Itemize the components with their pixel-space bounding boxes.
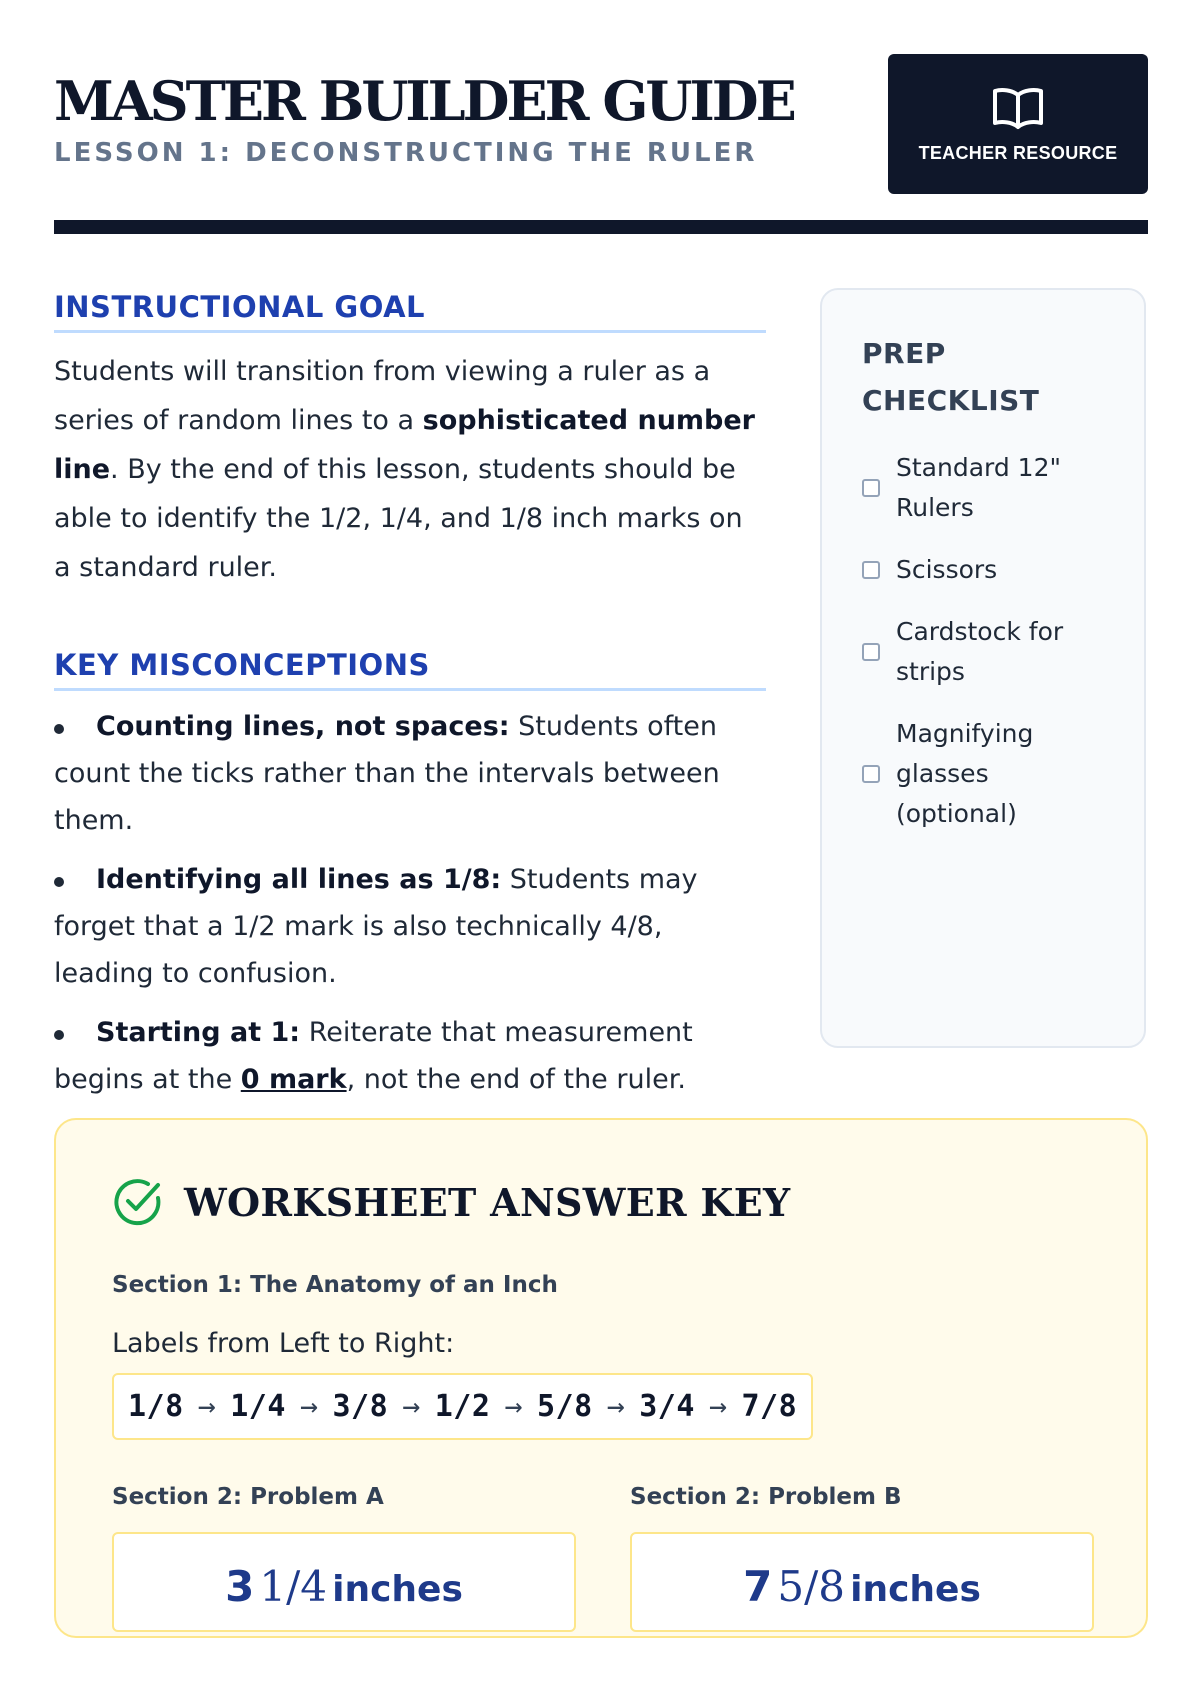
problem-b-answer bbox=[630, 1532, 1094, 1632]
problem-a-label: Section 2: Problem A bbox=[112, 1484, 384, 1510]
misconceptions-section bbox=[54, 648, 766, 1103]
instructional-goal-text bbox=[54, 347, 766, 592]
misconception-title: Counting lines, not spaces: bbox=[96, 711, 510, 742]
header-divider bbox=[54, 220, 1148, 234]
checkbox[interactable] bbox=[862, 479, 880, 497]
sequence-arrow: → bbox=[504, 1389, 523, 1424]
goal-emphasis: sophisticated number line bbox=[54, 405, 755, 485]
sequence-fraction: 5/8 bbox=[537, 1389, 593, 1424]
checkbox[interactable] bbox=[862, 765, 880, 783]
checklist-item-label: Scissors bbox=[896, 555, 998, 584]
checklist-item-label: Magnifying glasses (optional) bbox=[896, 719, 1034, 828]
problem-b-label: Section 2: Problem B bbox=[630, 1484, 902, 1510]
answer-key-title: WORKSHEET ANSWER KEY bbox=[184, 1179, 791, 1225]
checklist-item-scissors bbox=[862, 550, 1114, 590]
list-item bbox=[54, 1009, 766, 1103]
answer-whole: 7 bbox=[743, 1562, 773, 1611]
answer-whole: 3 bbox=[225, 1562, 255, 1611]
misconception-text: Students may forget that a 1/2 mark is also technically 4/8, leading to confusion. bbox=[54, 864, 698, 989]
sequence-fraction: 1/2 bbox=[434, 1389, 491, 1424]
page-title: MASTER BUILDER GUIDE bbox=[54, 69, 794, 133]
sequence-fraction: 7/8 bbox=[741, 1389, 798, 1424]
misconceptions-heading: KEY MISCONCEPTIONS bbox=[54, 648, 766, 691]
misconception-title: Starting at 1: bbox=[96, 1017, 301, 1048]
main-column bbox=[54, 290, 766, 1115]
checkbox[interactable] bbox=[862, 561, 880, 579]
misconception-text: Reiterate that measurement begins at the bbox=[54, 1017, 693, 1095]
problem-a bbox=[112, 1484, 576, 1632]
prep-checklist-heading: PREP CHECKLIST bbox=[862, 337, 1040, 417]
goal-text-part: Students will transition from viewing a ruler as a series of random lines to a bbox=[54, 356, 711, 436]
answer-fraction: 1/4 bbox=[259, 1562, 328, 1611]
misconceptions-list bbox=[54, 703, 766, 1103]
goal-text-part: . By the end of this lesson, students should be able to identify the 1/2, 1/4, and 1/8 inch marks on a standard ruler. bbox=[54, 454, 743, 583]
answer-key-title-row bbox=[112, 1176, 1090, 1228]
answer-unit: inches bbox=[850, 1569, 981, 1610]
zero-mark-emphasis: 0 mark bbox=[240, 1064, 347, 1095]
checklist-item-cardstock bbox=[862, 612, 1114, 692]
sequence-arrow: → bbox=[197, 1389, 217, 1424]
sequence-fraction: 1/4 bbox=[230, 1389, 286, 1424]
open-book-icon bbox=[992, 85, 1044, 131]
misconception-text: , not the end of the ruler. bbox=[346, 1064, 686, 1095]
sequence-arrow: → bbox=[606, 1389, 626, 1424]
teacher-resource-badge bbox=[888, 54, 1148, 194]
sequence-fraction: 1/8 bbox=[128, 1389, 184, 1424]
sequence-fraction: 3/8 bbox=[332, 1389, 389, 1424]
problem-b bbox=[630, 1484, 1094, 1632]
fraction-sequence-box bbox=[112, 1373, 813, 1440]
misconception-title: Identifying all lines as 1/8: bbox=[96, 864, 502, 895]
sequence-fraction: 3/4 bbox=[639, 1389, 695, 1424]
lesson-subtitle: LESSON 1: DECONSTRUCTING THE RULER bbox=[54, 138, 758, 168]
instructional-goal-section bbox=[54, 290, 766, 592]
problem-a-answer bbox=[112, 1532, 576, 1632]
checkbox[interactable] bbox=[862, 643, 880, 661]
prep-checklist bbox=[820, 288, 1146, 1048]
page-header bbox=[54, 54, 1148, 194]
sequence-arrow: → bbox=[708, 1389, 728, 1424]
list-item bbox=[54, 856, 766, 997]
answer-fraction: 5/8 bbox=[777, 1562, 846, 1611]
checklist-item-rulers bbox=[862, 448, 1114, 528]
teacher-resource-label: TEACHER RESOURCE bbox=[918, 142, 1118, 163]
instructional-goal-heading: INSTRUCTIONAL GOAL bbox=[54, 290, 766, 333]
checklist-item-label: Cardstock for strips bbox=[896, 617, 1064, 686]
check-circle-icon bbox=[112, 1176, 164, 1228]
section1-label: Section 1: The Anatomy of an Inch bbox=[112, 1272, 558, 1298]
section2-problems bbox=[112, 1484, 1090, 1684]
list-item bbox=[54, 703, 766, 844]
misconception-text: Students often count the ticks rather than the intervals between them. bbox=[54, 711, 720, 836]
checklist-item-label: Standard 12" Rulers bbox=[896, 453, 1061, 522]
worksheet-answer-key bbox=[54, 1118, 1148, 1638]
answer-unit: inches bbox=[332, 1569, 463, 1610]
sequence-arrow: → bbox=[299, 1389, 319, 1424]
sequence-arrow: → bbox=[402, 1389, 421, 1424]
checklist-item-magnifying-glasses bbox=[862, 714, 1114, 834]
labels-caption: Labels from Left to Right: bbox=[112, 1328, 455, 1359]
